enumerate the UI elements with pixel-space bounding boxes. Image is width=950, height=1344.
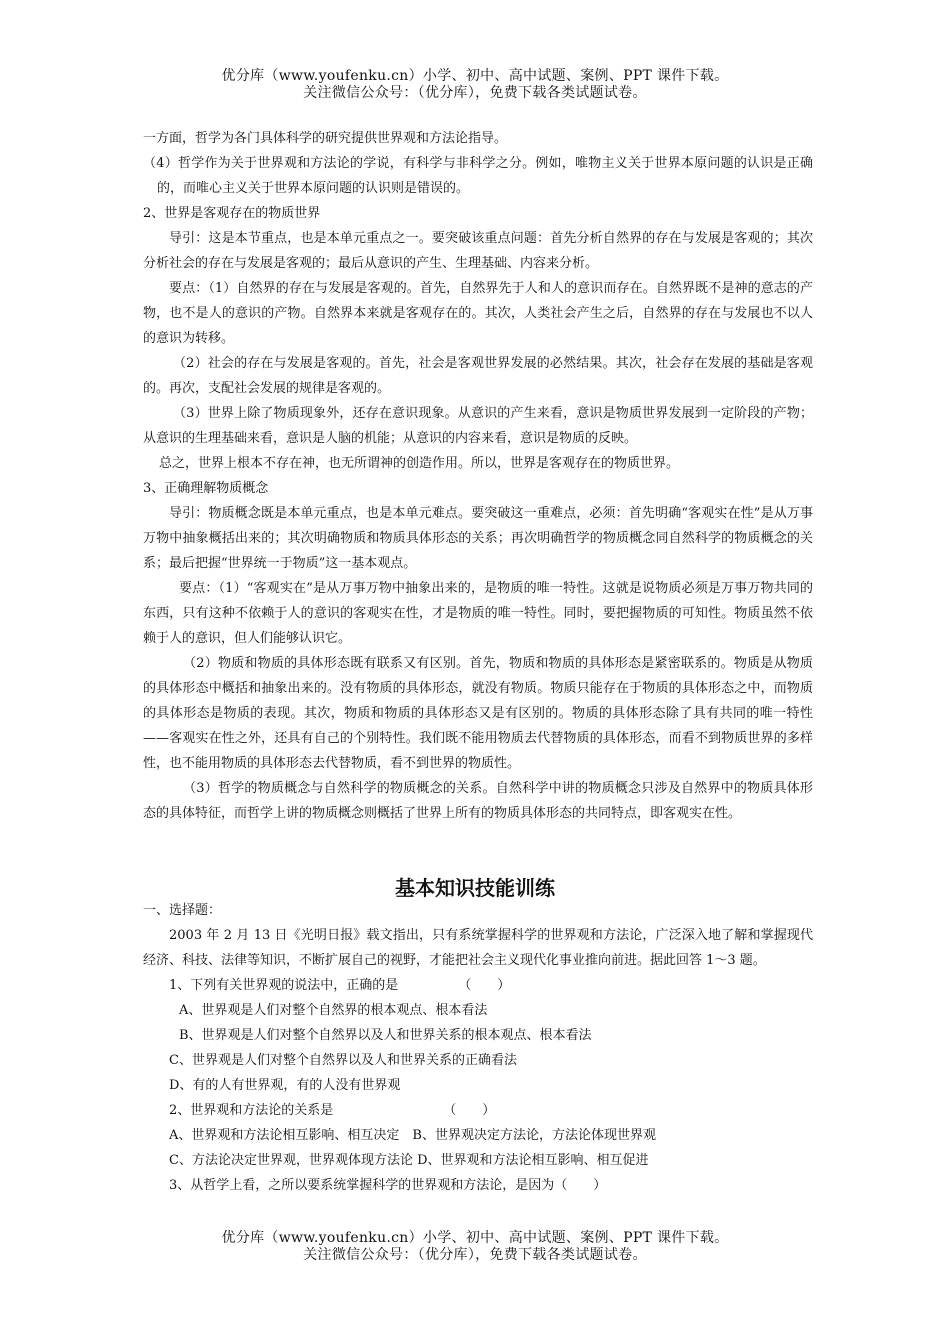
question-1-text: 1、下列有关世界观的说法中，正确的是 bbox=[169, 978, 399, 993]
paragraph: （3）哲学的物质概念与自然科学的物质概念的关系。自然科学中讲的物质概念只涉及自然界中的物质具体形态的具体特征，而哲学上讲的物质概念则概括了世界上所有的物质具体形态的共同特点，即客观实在性。 bbox=[143, 781, 813, 821]
option: C、方法论决定世界观，世界观体现方法论 D、世界观和方法论相互影响、相互促进 bbox=[169, 1153, 649, 1168]
answer-blank: （ ） bbox=[458, 978, 511, 993]
paragraph: 导引：物质概念既是本单元重点，也是本单元难点。要突破这一重难点，必须：首先明确“客观实在性”是从万事万物中抽象概括出来的；其次明确物质和物质具体形态的关系；再次明确哲学的物质概念同自然科学的物质概念的关系；最后把握“世界统一于物质”这一基本观点。 bbox=[143, 506, 813, 571]
paragraph: （2）社会的存在与发展是客观的。首先，社会是客观世界发展的必然结果。其次，社会存在发展的基础是客观的。再次，支配社会发展的规律是客观的。 bbox=[143, 356, 813, 396]
question-2 bbox=[143, 1098, 813, 1123]
page-header bbox=[0, 68, 950, 102]
section-heading: 2、世界是客观存在的物质世界 bbox=[143, 206, 321, 221]
paragraph: （3）世界上除了物质现象外，还存在意识现象。从意识的产生来看，意识是物质世界发展到一定阶段的产物；从意识的生理基础来看，意识是人脑的机能；从意识的内容来看，意识是物质的反映。 bbox=[143, 406, 813, 446]
paragraph: 一方面，哲学为各门具体科学的研究提供世界观和方法论指导。 bbox=[143, 131, 508, 146]
question-2-text: 2、世界观和方法论的关系是 bbox=[169, 1103, 334, 1118]
option: C、世界观是人们对整个自然界以及人和世界关系的正确看法 bbox=[169, 1053, 517, 1068]
paragraph: 要点：（1）自然界的存在与发展是客观的。首先，自然界先于人和人的意识而存在。自然界既不是神的意志的产物，也不是人的意识的产物。自然界本来就是客观存在的。其次，人类社会产生之后，自然界的存在与发展也不以人的意识为转移。 bbox=[143, 281, 813, 346]
paragraph: 要点：（1）“客观实在”是从万事万物中抽象出来的，是物质的唯一特性。这就是说物质必须是万事万物共同的东西，只有这种不依赖于人的意识的客观实在性，才是物质的唯一特性。同时，要把握物质的可知性。物质虽然不依赖于人的意识，但人们能够认识它。 bbox=[143, 581, 813, 646]
question-intro: 2003 年 2 月 13 日《光明日报》载文指出，只有系统掌握科学的世界观和方法论，广泛深入地了解和掌握现代经济、科技、法律等知识，不断扩展自己的视野，才能把社会主义现代化事业推向前进。据此回答 1～3 题。 bbox=[143, 928, 813, 968]
paragraph: 导引：这是本节重点，也是本单元重点之一。要突破该重点问题：首先分析自然界的存在与发展是客观的；其次分析社会的存在与发展是客观的；最后从意识的产生、生理基础、内容来分析。 bbox=[143, 231, 813, 271]
paragraph: （4）哲学作为关于世界观和方法论的学说，有科学与非科学之分。例如，唯物主义关于世界本原问题的认识是正确的，而唯心主义关于世界本原问题的认识则是错误的。 bbox=[143, 156, 813, 196]
footer-line-1: 优分库（www.youfenku.cn）小学、初中、高中试题、案例、PPT 课件下载。 bbox=[221, 1230, 729, 1246]
question-3: 3、从哲学上看，之所以要系统掌握科学的世界观和方法论，是因为（ ） bbox=[169, 1178, 607, 1193]
body-text bbox=[143, 126, 813, 826]
paragraph: 总之，世界上根本不存在神，也无所谓神的创造作用。所以，世界是客观存在的物质世界。 bbox=[159, 456, 680, 471]
exercise-section bbox=[143, 898, 813, 1198]
answer-blank: （ ） bbox=[443, 1103, 496, 1118]
section-title: 基本知识技能训练 bbox=[395, 876, 555, 900]
header-line-2: 关注微信公众号：（优分库），免费下载各类试题试卷。 bbox=[303, 85, 647, 101]
page-footer bbox=[0, 1230, 950, 1264]
option: A、世界观是人们对整个自然界的根本观点、根本看法 bbox=[179, 1003, 488, 1018]
option: B、世界观是人们对整个自然界以及人和世界关系的根本观点、根本看法 bbox=[179, 1028, 592, 1043]
section-heading: 3、正确理解物质概念 bbox=[143, 481, 269, 496]
footer-line-2: 关注微信公众号：（优分库），免费下载各类试题试卷。 bbox=[303, 1247, 647, 1263]
option: D、有的人有世界观，有的人没有世界观 bbox=[169, 1078, 401, 1093]
option: A、世界观和方法论相互影响、相互决定 B、世界观决定方法论，方法论体现世界观 bbox=[169, 1128, 656, 1143]
part-heading: 一、选择题： bbox=[143, 903, 222, 918]
question-1 bbox=[143, 973, 813, 998]
paragraph: （2）物质和物质的具体形态既有联系又有区别。首先，物质和物质的具体形态是紧密联系的。物质是从物质的具体形态中概括和抽象出来的。没有物质的具体形态，就没有物质。物质只能存在于物质的具体形态之中，而物质的具体形态是物质的表现。其次，物质和物质的具体形态又是有区别的。物质的具体形态除了具有共同的唯一特性——客观实在性之外，还具有自己的个别特性。我们既不能用物质去代替物质的具体形态，而看不到物质世界的多样性，也不能用物质的具体形态去代替物质，看不到世界的物质性。 bbox=[143, 656, 813, 771]
header-line-1: 优分库（www.youfenku.cn）小学、初中、高中试题、案例、PPT 课件下载。 bbox=[221, 68, 729, 84]
